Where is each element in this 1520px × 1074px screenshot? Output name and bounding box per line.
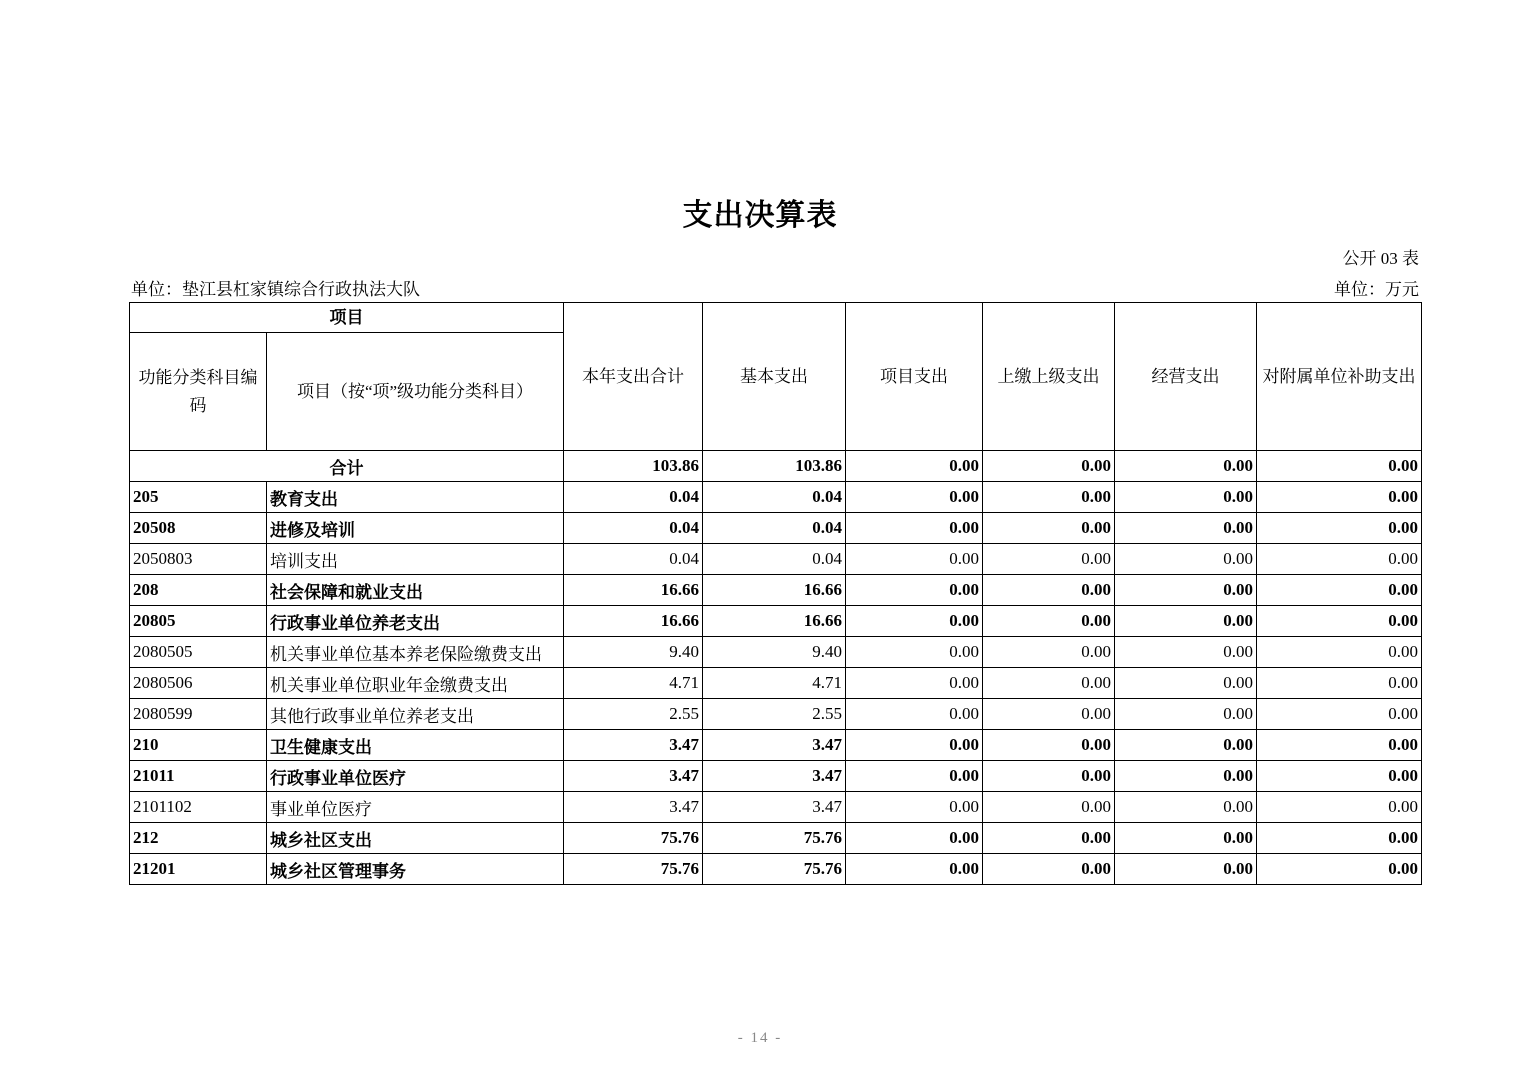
row-value: 0.00 <box>1257 544 1422 575</box>
row-value: 0.00 <box>1257 575 1422 606</box>
table-row <box>130 823 1422 854</box>
row-value: 0.00 <box>1257 637 1422 668</box>
row-value: 0.00 <box>983 575 1115 606</box>
row-value: 0.00 <box>1115 823 1257 854</box>
row-value: 0.00 <box>846 854 983 885</box>
row-name: 机关事业单位基本养老保险缴费支出 <box>267 637 564 668</box>
row-code: 2080506 <box>130 668 267 699</box>
row-value: 0.04 <box>564 544 703 575</box>
row-value: 0.00 <box>983 668 1115 699</box>
table-body <box>130 451 1422 885</box>
table-row <box>130 792 1422 823</box>
row-value: 9.40 <box>703 637 846 668</box>
table-row <box>130 544 1422 575</box>
row-value: 0.00 <box>983 606 1115 637</box>
row-code: 20805 <box>130 606 267 637</box>
row-value: 0.00 <box>1257 792 1422 823</box>
row-code: 2101102 <box>130 792 267 823</box>
row-value: 0.00 <box>983 699 1115 730</box>
row-value: 0.00 <box>846 575 983 606</box>
header-total: 本年支出合计 <box>564 303 703 451</box>
row-code: 21011 <box>130 761 267 792</box>
row-name: 教育支出 <box>267 482 564 513</box>
row-value: 0.00 <box>983 792 1115 823</box>
row-value: 0.00 <box>983 761 1115 792</box>
row-value: 4.71 <box>703 668 846 699</box>
row-value: 0.00 <box>1115 668 1257 699</box>
row-value: 3.47 <box>564 761 703 792</box>
row-value: 0.00 <box>983 854 1115 885</box>
row-value: 0.00 <box>1257 730 1422 761</box>
row-value: 3.47 <box>564 730 703 761</box>
row-value: 3.47 <box>703 761 846 792</box>
currency-unit: 单位：万元 <box>1334 280 1419 299</box>
row-value: 75.76 <box>564 854 703 885</box>
row-value: 0.00 <box>983 637 1115 668</box>
row-name: 其他行政事业单位养老支出 <box>267 699 564 730</box>
row-name: 行政事业单位养老支出 <box>267 606 564 637</box>
row-value: 3.47 <box>703 792 846 823</box>
header-item-name: 项目（按“项”级功能分类科目） <box>267 333 564 451</box>
row-code: 208 <box>130 575 267 606</box>
total-value: 103.86 <box>564 451 703 482</box>
row-name: 卫生健康支出 <box>267 730 564 761</box>
row-value: 3.47 <box>703 730 846 761</box>
row-value: 0.00 <box>846 606 983 637</box>
table-row <box>130 513 1422 544</box>
row-value: 0.00 <box>1257 513 1422 544</box>
row-name: 城乡社区支出 <box>267 823 564 854</box>
row-value: 0.00 <box>1115 575 1257 606</box>
row-code: 2080599 <box>130 699 267 730</box>
row-value: 0.00 <box>846 544 983 575</box>
row-value: 0.04 <box>564 513 703 544</box>
row-code: 210 <box>130 730 267 761</box>
total-value: 0.00 <box>846 451 983 482</box>
row-value: 0.00 <box>1257 482 1422 513</box>
header-business: 经营支出 <box>1115 303 1257 451</box>
row-value: 0.00 <box>1115 699 1257 730</box>
header-code: 功能分类科目编码 <box>130 333 267 451</box>
row-value: 0.00 <box>846 823 983 854</box>
row-value: 0.00 <box>1115 606 1257 637</box>
row-name: 事业单位医疗 <box>267 792 564 823</box>
table-row <box>130 482 1422 513</box>
table-row <box>130 606 1422 637</box>
header-upper: 上缴上级支出 <box>983 303 1115 451</box>
row-value: 0.00 <box>983 823 1115 854</box>
row-value: 0.00 <box>983 544 1115 575</box>
row-value: 0.00 <box>846 792 983 823</box>
row-value: 0.00 <box>1257 668 1422 699</box>
row-value: 0.00 <box>1115 792 1257 823</box>
table-row <box>130 854 1422 885</box>
row-value: 0.00 <box>1115 854 1257 885</box>
row-value: 75.76 <box>703 823 846 854</box>
row-value: 16.66 <box>564 606 703 637</box>
row-code: 205 <box>130 482 267 513</box>
row-value: 3.47 <box>564 792 703 823</box>
header-item-group: 项目 <box>130 303 564 333</box>
row-value: 0.04 <box>703 482 846 513</box>
total-label: 合计 <box>130 451 564 482</box>
table-row <box>130 668 1422 699</box>
row-value: 0.00 <box>846 637 983 668</box>
row-value: 0.04 <box>564 482 703 513</box>
total-value: 0.00 <box>1257 451 1422 482</box>
row-value: 2.55 <box>703 699 846 730</box>
page-number: - 14 - <box>737 1030 783 1046</box>
row-code: 2080505 <box>130 637 267 668</box>
table-row <box>130 637 1422 668</box>
row-name: 行政事业单位医疗 <box>267 761 564 792</box>
table-row <box>130 730 1422 761</box>
row-value: 0.00 <box>846 761 983 792</box>
row-value: 0.00 <box>1257 761 1422 792</box>
row-name: 城乡社区管理事务 <box>267 854 564 885</box>
row-value: 0.00 <box>846 730 983 761</box>
row-value: 16.66 <box>564 575 703 606</box>
table-row <box>130 761 1422 792</box>
row-value: 0.00 <box>846 699 983 730</box>
expenditure-table <box>129 302 1422 885</box>
row-value: 0.00 <box>1257 854 1422 885</box>
row-value: 2.55 <box>564 699 703 730</box>
table-number: 公开 03 表 <box>1342 249 1419 268</box>
row-value: 0.04 <box>703 513 846 544</box>
row-code: 212 <box>130 823 267 854</box>
row-value: 0.00 <box>1115 730 1257 761</box>
row-value: 0.00 <box>1257 699 1422 730</box>
row-value: 0.00 <box>1115 544 1257 575</box>
row-value: 0.04 <box>703 544 846 575</box>
page-title: 支出决算表 <box>682 199 838 232</box>
row-name: 培训支出 <box>267 544 564 575</box>
row-value: 4.71 <box>564 668 703 699</box>
table-row <box>130 575 1422 606</box>
row-value: 0.00 <box>1257 823 1422 854</box>
row-value: 0.00 <box>1115 761 1257 792</box>
row-name: 社会保障和就业支出 <box>267 575 564 606</box>
row-value: 0.00 <box>846 513 983 544</box>
row-value: 0.00 <box>846 482 983 513</box>
row-name: 机关事业单位职业年金缴费支出 <box>267 668 564 699</box>
row-code: 2050803 <box>130 544 267 575</box>
row-value: 0.00 <box>846 668 983 699</box>
total-value: 103.86 <box>703 451 846 482</box>
total-value: 0.00 <box>1115 451 1257 482</box>
row-value: 75.76 <box>564 823 703 854</box>
row-value: 16.66 <box>703 575 846 606</box>
row-value: 16.66 <box>703 606 846 637</box>
row-value: 0.00 <box>1115 637 1257 668</box>
row-value: 0.00 <box>1115 482 1257 513</box>
header-basic: 基本支出 <box>703 303 846 451</box>
total-row <box>130 451 1422 482</box>
row-value: 9.40 <box>564 637 703 668</box>
reporting-unit: 单位：垫江县杠家镇综合行政执法大队 <box>131 280 420 299</box>
row-code: 20508 <box>130 513 267 544</box>
table-row <box>130 699 1422 730</box>
header-project: 项目支出 <box>846 303 983 451</box>
table-header <box>130 303 1422 451</box>
row-value: 75.76 <box>703 854 846 885</box>
row-code: 21201 <box>130 854 267 885</box>
row-value: 0.00 <box>983 482 1115 513</box>
row-name: 进修及培训 <box>267 513 564 544</box>
row-value: 0.00 <box>1257 606 1422 637</box>
row-value: 0.00 <box>1115 513 1257 544</box>
total-value: 0.00 <box>983 451 1115 482</box>
header-subsidy: 对附属单位补助支出 <box>1257 303 1422 451</box>
row-value: 0.00 <box>983 513 1115 544</box>
row-value: 0.00 <box>983 730 1115 761</box>
